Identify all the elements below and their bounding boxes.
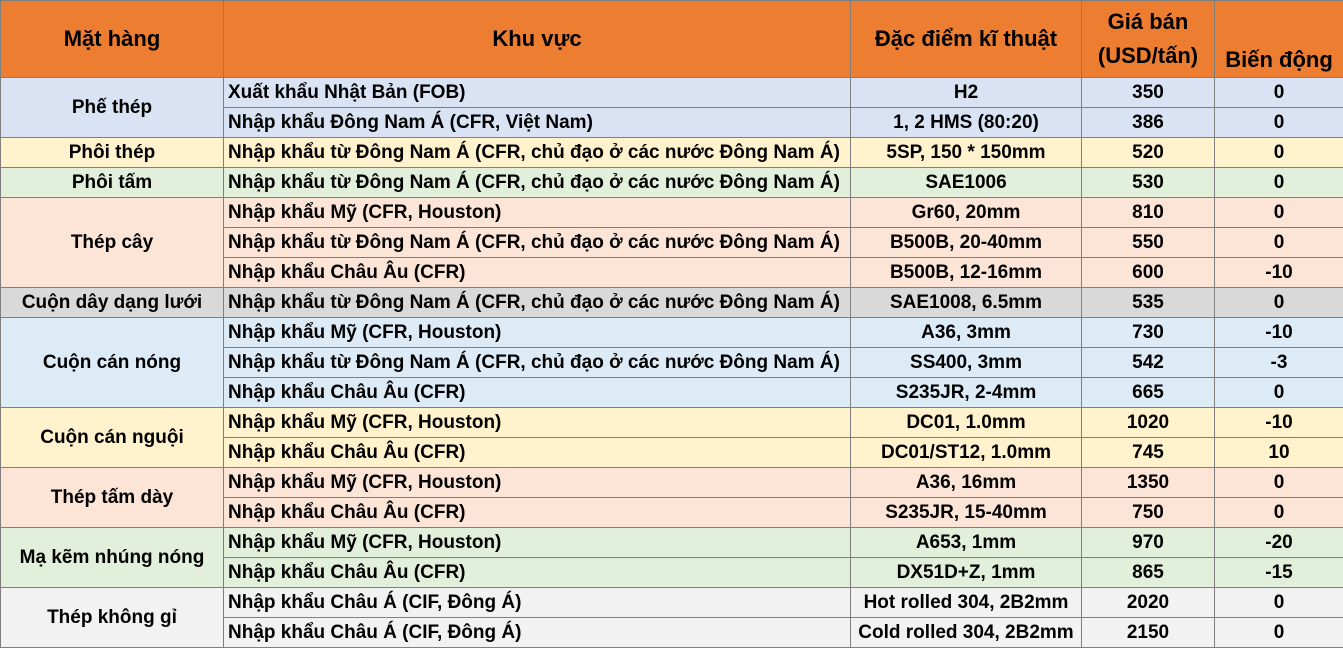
price-cell: 535	[1082, 288, 1215, 318]
item-cell: Phế thép	[1, 78, 224, 138]
region-cell: Nhập khẩu Châu Âu (CFR)	[224, 258, 851, 288]
price-cell: 600	[1082, 258, 1215, 288]
header-spec: Đặc điểm kĩ thuật	[851, 1, 1082, 78]
table-row	[1, 318, 1343, 348]
change-cell: 10	[1215, 438, 1343, 468]
change-cell: 0	[1215, 78, 1343, 108]
change-cell: -20	[1215, 528, 1343, 558]
spec-cell: B500B, 20-40mm	[851, 228, 1082, 258]
region-cell: Nhập khẩu Châu Âu (CFR)	[224, 378, 851, 408]
price-cell: 865	[1082, 558, 1215, 588]
spec-cell: SS400, 3mm	[851, 348, 1082, 378]
change-cell: -15	[1215, 558, 1343, 588]
table-row	[1, 198, 1343, 228]
table-row	[1, 168, 1343, 198]
price-cell: 1350	[1082, 468, 1215, 498]
region-cell: Nhập khẩu Mỹ (CFR, Houston)	[224, 198, 851, 228]
price-cell: 1020	[1082, 408, 1215, 438]
price-cell: 2150	[1082, 618, 1215, 648]
table-body	[1, 78, 1343, 648]
region-cell: Nhập khẩu từ Đông Nam Á (CFR, chủ đạo ở các nước Đông Nam Á)	[224, 288, 851, 318]
region-cell: Nhập khẩu Châu Âu (CFR)	[224, 498, 851, 528]
header-price	[1082, 1, 1215, 78]
header-region: Khu vực	[224, 1, 851, 78]
price-cell: 750	[1082, 498, 1215, 528]
change-cell: 0	[1215, 378, 1343, 408]
change-cell: -10	[1215, 318, 1343, 348]
table-row	[1, 288, 1343, 318]
spec-cell: S235JR, 15-40mm	[851, 498, 1082, 528]
spec-cell: A36, 3mm	[851, 318, 1082, 348]
spec-cell: H2	[851, 78, 1082, 108]
region-cell: Nhập khẩu Châu Âu (CFR)	[224, 558, 851, 588]
spec-cell: A36, 16mm	[851, 468, 1082, 498]
table-row	[1, 78, 1343, 108]
item-cell: Thép tấm dày	[1, 468, 224, 528]
spec-cell: Hot rolled 304, 2B2mm	[851, 588, 1082, 618]
region-cell: Nhập khẩu Mỹ (CFR, Houston)	[224, 468, 851, 498]
spec-cell: DX51D+Z, 1mm	[851, 558, 1082, 588]
region-cell: Nhập khẩu Châu Á (CIF, Đông Á)	[224, 618, 851, 648]
price-cell: 2020	[1082, 588, 1215, 618]
region-cell: Nhập khẩu từ Đông Nam Á (CFR, chủ đạo ở các nước Đông Nam Á)	[224, 228, 851, 258]
item-cell: Phôi thép	[1, 138, 224, 168]
item-cell: Cuộn cán nóng	[1, 318, 224, 408]
spec-cell: A653, 1mm	[851, 528, 1082, 558]
price-cell: 665	[1082, 378, 1215, 408]
change-cell: -3	[1215, 348, 1343, 378]
change-cell: -10	[1215, 408, 1343, 438]
change-cell: 0	[1215, 498, 1343, 528]
change-cell: 0	[1215, 588, 1343, 618]
change-cell: -10	[1215, 258, 1343, 288]
price-cell: 970	[1082, 528, 1215, 558]
header-price-line1: Giá bán	[1107, 9, 1189, 34]
item-cell: Thép cây	[1, 198, 224, 288]
price-cell: 730	[1082, 318, 1215, 348]
item-cell: Mạ kẽm nhúng nóng	[1, 528, 224, 588]
price-cell: 550	[1082, 228, 1215, 258]
region-cell: Xuất khẩu Nhật Bản (FOB)	[224, 78, 851, 108]
region-cell: Nhập khẩu từ Đông Nam Á (CFR, chủ đạo ở các nước Đông Nam Á)	[224, 138, 851, 168]
price-cell: 810	[1082, 198, 1215, 228]
price-cell: 530	[1082, 168, 1215, 198]
item-cell: Cuộn dây dạng lưới	[1, 288, 224, 318]
header-change: Biến động	[1215, 1, 1343, 78]
spec-cell: S235JR, 2-4mm	[851, 378, 1082, 408]
spec-cell: Gr60, 20mm	[851, 198, 1082, 228]
spec-cell: SAE1006	[851, 168, 1082, 198]
table-row	[1, 528, 1343, 558]
region-cell: Nhập khẩu từ Đông Nam Á (CFR, chủ đạo ở các nước Đông Nam Á)	[224, 168, 851, 198]
spec-cell: SAE1008, 6.5mm	[851, 288, 1082, 318]
spec-cell: B500B, 12-16mm	[851, 258, 1082, 288]
change-cell: 0	[1215, 108, 1343, 138]
header-row	[1, 1, 1343, 78]
spec-cell: 1, 2 HMS (80:20)	[851, 108, 1082, 138]
region-cell: Nhập khẩu Châu Á (CIF, Đông Á)	[224, 588, 851, 618]
change-cell: 0	[1215, 168, 1343, 198]
region-cell: Nhập khẩu Mỹ (CFR, Houston)	[224, 528, 851, 558]
region-cell: Nhập khẩu Mỹ (CFR, Houston)	[224, 408, 851, 438]
price-cell: 745	[1082, 438, 1215, 468]
table-row	[1, 138, 1343, 168]
price-cell: 520	[1082, 138, 1215, 168]
change-cell: 0	[1215, 468, 1343, 498]
price-cell: 386	[1082, 108, 1215, 138]
table-row	[1, 588, 1343, 618]
region-cell: Nhập khẩu Châu Âu (CFR)	[224, 438, 851, 468]
region-cell: Nhập khẩu từ Đông Nam Á (CFR, chủ đạo ở các nước Đông Nam Á)	[224, 348, 851, 378]
change-cell: 0	[1215, 618, 1343, 648]
item-cell: Phôi tấm	[1, 168, 224, 198]
region-cell: Nhập khẩu Đông Nam Á (CFR, Việt Nam)	[224, 108, 851, 138]
header-price-line2: (USD/tấn)	[1097, 43, 1199, 68]
price-cell: 542	[1082, 348, 1215, 378]
header-item: Mặt hàng	[1, 1, 224, 78]
table-row	[1, 408, 1343, 438]
spec-cell: 5SP, 150 * 150mm	[851, 138, 1082, 168]
item-cell: Cuộn cán nguội	[1, 408, 224, 468]
change-cell: 0	[1215, 228, 1343, 258]
spec-cell: DC01, 1.0mm	[851, 408, 1082, 438]
item-cell: Thép không gỉ	[1, 588, 224, 648]
price-cell: 350	[1082, 78, 1215, 108]
spec-cell: DC01/ST12, 1.0mm	[851, 438, 1082, 468]
region-cell: Nhập khẩu Mỹ (CFR, Houston)	[224, 318, 851, 348]
change-cell: 0	[1215, 288, 1343, 318]
spec-cell: Cold rolled 304, 2B2mm	[851, 618, 1082, 648]
change-cell: 0	[1215, 138, 1343, 168]
table-row	[1, 468, 1343, 498]
change-cell: 0	[1215, 198, 1343, 228]
